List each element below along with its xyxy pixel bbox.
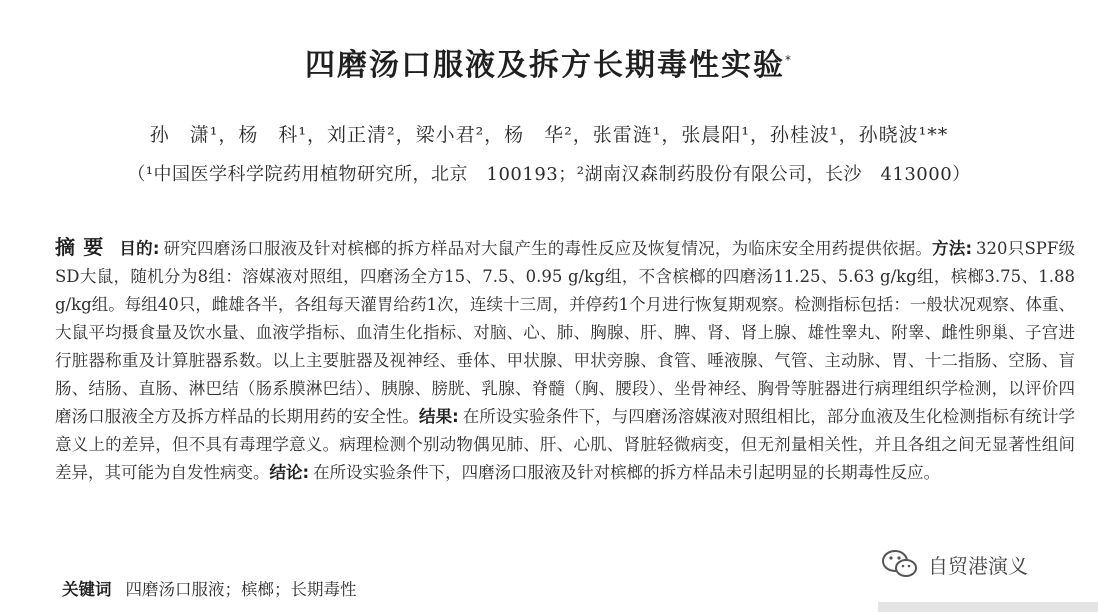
keywords-text: 四磨汤口服液；槟榔；长期毒性: [125, 580, 357, 599]
abstract-label: 摘要: [55, 235, 112, 259]
result-label: 结果:: [419, 407, 459, 426]
page-edge: [878, 602, 1098, 612]
author-list: 孙 潇¹，杨 科¹，刘正清²，梁小君²，杨 华²，张雷涟¹，张晨阳¹，孙桂波¹，孙晓波¹**: [149, 124, 949, 146]
result-text: 在所设实验条件下，与四磨汤溶媒液对照组相比，部分血液及生化检测指标有统计学意义上的差异，但不具有毒理学意义。病理检测个别动物偶见肺、肝、心肌、肾脏轻微病变，但无剂量相关性，并且各组之间无显著性组间差异，其可能为自发性病变。: [55, 407, 1076, 482]
purpose-text: 研究四磨汤口服液及针对槟榔的拆方样品对大鼠产生的毒性反应及恢复情况，为临床安全用药提供依据。: [163, 239, 933, 258]
conclusion-label: 结论:: [269, 463, 310, 482]
title-footnote-mark: *: [785, 53, 793, 67]
watermark: [880, 548, 1028, 580]
wechat-logo-icon: [880, 548, 920, 580]
paper-title: [0, 40, 1098, 84]
title-text: 四磨汤口服液及拆方长期毒性实验: [305, 48, 785, 83]
purpose-label: 目的:: [119, 239, 160, 258]
method-label: 方法:: [932, 239, 973, 258]
watermark-text: 自贸港演义: [928, 553, 1028, 578]
method-text: 320只SPF级SD大鼠，随机分为8组：溶媒液对照组，四磨汤全方15、7.5、0.95 g/kg组，不含槟榔的四磨汤11.25、5.63 g/kg组，槟榔3.75、1.88 g/kg组。每组40只，雌雄各半，各组每天灌胃给药1次，连续十三周，并停药1个月进行恢复期观察。检测指标包括：一般状况观察、体重、大鼠平均摄食量及饮水量、血液学指标、血清生化指标、对脑、心、肺、胸腺、肝、脾、肾、肾上腺、雄性睾丸、附睾、雌性卵巢、子宫进行脏器称重及计算脏器系数。以上主要脏器及视神经、垂体、甲状腺、甲状旁腺、食管、唾液腺、气管、主动脉、胃、十二指肠、空肠、盲肠、结肠、直肠、淋巴结（肠系膜淋巴结）、胰腺、膀胱、乳腺、脊髓（胸、腰段）、坐骨神经、胸骨等脏器进行病理组织学检测，以评价四磨汤口服液全方及拆方样品的长期用药的安全性。: [55, 239, 1076, 426]
keywords: [62, 576, 357, 600]
conclusion-text: 在所设实验条件下，四磨汤口服液及针对槟榔的拆方样品未引起明显的长期毒性反应。: [313, 463, 941, 482]
affiliation: （¹中国医学科学院药用植物研究所，北京 100193；²湖南汉森制药股份有限公司，长沙 413000）: [127, 164, 971, 185]
abstract: [55, 233, 1075, 487]
keywords-label: 关键词: [62, 580, 112, 599]
